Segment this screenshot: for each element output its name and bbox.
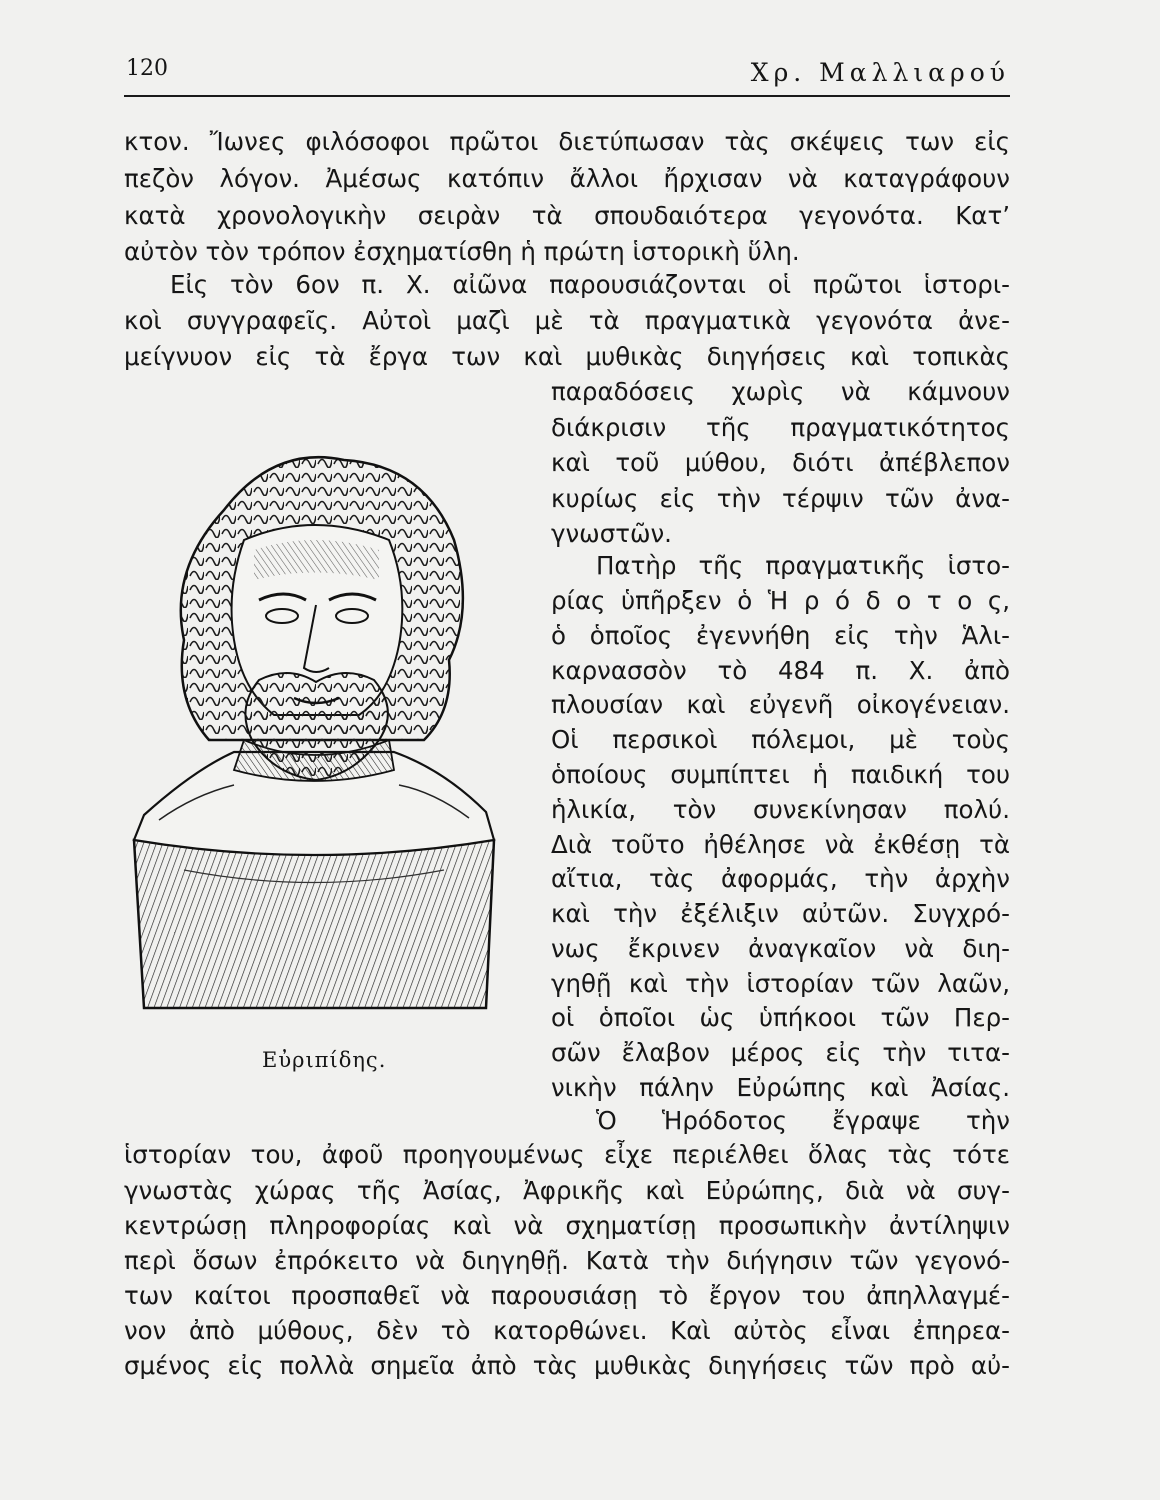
text-line: Πατὴρ τῆς πραγματικῆς ἱστο- (596, 551, 1010, 580)
header-rule (124, 95, 1010, 97)
running-title: Χρ. Μαλλιαρού (750, 58, 1010, 87)
text-line: διάκρισιν τῆς πραγματικότητος (551, 413, 1010, 442)
text-line: πεζὸν λόγον. Ἀμέσως κατόπιν ἄλλοι ἤρχισαν νὰ καταγράφουν (124, 164, 1010, 193)
text-line: καρνασσὸν τὸ 484 π. Χ. ἀπὸ (551, 656, 1010, 685)
text-line: κεντρώσῃ πληροφορίας καὶ νὰ σχηματίσῃ προσωπικὴν ἀντίληψιν (124, 1211, 1010, 1240)
text-line: αἴτια, τὰς ἀφορμάς, τὴν ἀρχὴν (551, 864, 1010, 893)
text-line: Ὁ Ἡρόδοτος ἔγραψε τὴν (596, 1106, 1010, 1135)
text-line: Διὰ τοῦτο ἠθέλησε νὰ ἐκθέσῃ τὰ (551, 830, 1010, 859)
text-line: ὁποίους συμπίπτει ἡ παιδική του (551, 760, 1010, 789)
text-line: νον ἀπὸ μύθους, δὲν τὸ κατορθώνει. Καὶ αὐτὸς εἶναι ἐπηρεα- (124, 1316, 1010, 1345)
text-line: γνωστὰς χώρας τῆς Ἀσίας, Ἀφρικῆς καὶ Εὐρώπης, διὰ νὰ συγ- (124, 1176, 1010, 1205)
text-line: ἱστορίαν του, ἀφοῦ προηγουμένως εἶχε περιέλθει ὅλας τὰς τότε (124, 1140, 1010, 1169)
text-line: νικὴν πάλην Εὐρώπης καὶ Ἀσίας. (551, 1073, 1010, 1102)
text-line: γηθῇ καὶ τὴν ἱστορίαν τῶν λαῶν, (551, 969, 1010, 998)
text-line: κτον. Ἴωνες φιλόσοφοι πρῶτοι διετύπωσαν τὰς σκέψεις των εἰς (124, 127, 1010, 156)
text-line: κατὰ χρονολογικὴν σειρὰν τὰ σπουδαιότερα γεγονότα. Κατ’ (124, 201, 1010, 230)
text-line: καὶ τοῦ μύθου, διότι ἀπέβλεπον (551, 448, 1010, 477)
text-line: Εἰς τὸν 6ον π. Χ. αἰῶνα παρουσιάζονται οἱ πρῶτοι ἱστορι- (170, 270, 1010, 299)
text-line: καὶ τὴν ἐξέλιξιν αὐτῶν. Συγχρό- (551, 899, 1010, 928)
bust-illustration-icon (124, 440, 504, 1016)
text-line: ρίας ὑπῆρξεν ὁ Ἡ ρ ό δ ο τ ο ς, (551, 586, 1010, 615)
text-line: μείγνυον εἰς τὰ ἔργα των καὶ μυθικὰς διηγήσεις καὶ τοπικὰς (124, 342, 1010, 371)
text-line: ὁ ὁποῖος ἐγεννήθη εἰς τὴν Ἁλι- (551, 621, 1010, 650)
text-line: νως ἔκρινεν ἀναγκαῖον νὰ διη- (551, 934, 1010, 963)
figure-caption: Εὐριπίδης. (262, 1048, 387, 1072)
text-line: αὐτὸν τὸν τρόπον ἐσχηματίσθη ἡ πρώτη ἱστορικὴ ὕλη. (124, 237, 800, 266)
text-line: κοὶ συγγραφεῖς. Αὐτοὶ μαζὶ μὲ τὰ πραγματικὰ γεγονότα ἀνε- (124, 306, 1010, 335)
text-line: ἡλικία, τὸν συνεκίνησαν πολύ. (551, 795, 1010, 824)
text-line: πλουσίαν καὶ εὐγενῆ οἰκογένειαν. (551, 690, 1010, 719)
text-line: γνωστῶν. (551, 519, 672, 548)
text-line: Οἱ περσικοὶ πόλεμοι, μὲ τοὺς (551, 725, 1010, 754)
text-line: κυρίως εἰς τὴν τέρψιν τῶν ἀνα- (551, 484, 1010, 513)
text-line: σῶν ἔλαβον μέρος εἰς τὴν τιτα- (551, 1038, 1010, 1067)
text-line: παραδόσεις χωρὶς νὰ κάμνουν (551, 377, 1010, 406)
text-line: σμένος εἰς πολλὰ σημεῖα ἀπὸ τὰς μυθικὰς διηγήσεις τῶν πρὸ αὐ- (124, 1351, 1010, 1380)
text-line: των καίτοι προσπαθεῖ νὰ παρουσιάσῃ τὸ ἔργον του ἀπηλλαγμέ- (124, 1281, 1010, 1310)
text-line: περὶ ὅσων ἐπρόκειτο νὰ διηγηθῇ. Κατὰ τὴν διήγησιν τῶν γεγονό- (124, 1246, 1010, 1275)
page-number: 120 (126, 56, 168, 81)
text-line: οἱ ὁποῖοι ὡς ὑπήκοοι τῶν Περ- (551, 1003, 1010, 1032)
